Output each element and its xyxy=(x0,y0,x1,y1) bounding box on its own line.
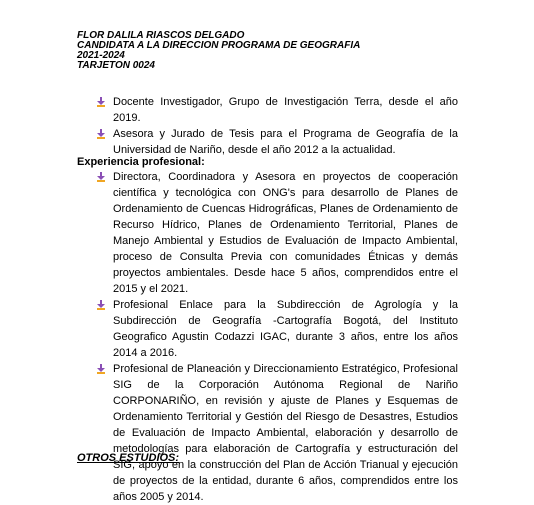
other-studies-heading: OTROS ESTUDIOS: xyxy=(77,452,180,464)
candidate-name: FLOR DALILA RIASCOS DELGADO xyxy=(77,30,245,41)
arrow-down-bullet-icon xyxy=(96,97,106,107)
list-item-text: Asesora y Jurado de Tesis para el Programa de Geografía de la Universidad de Nariño, desde el año 2012 a la actualidad. xyxy=(113,128,458,156)
candidate-header xyxy=(77,31,497,71)
list-item xyxy=(96,169,458,297)
arrow-down-bullet-icon xyxy=(96,172,106,182)
candidacy-period: 2021-2024 xyxy=(77,50,125,61)
list-item xyxy=(96,297,458,361)
list-item-text: Directora, Coordinadora y Asesora en proyectos de cooperación científica y tecnológica con ONG's para desarrollo de Planes de Ordenamiento de Cuencas Hidrográficas, Planes de Ordenamiento de Recurso Hídrico, Planes de Ordenamiento Territorial, Planes de Manejo Ambiental y Estudios de Evaluación de Impacto Ambiental, proceso de Consulta Previa con comunidades Étnicas y demás proyectos ambientales. Desde hace 5 años, comprendidos entre el 2015 y el 2021. xyxy=(113,171,458,295)
intro-list xyxy=(96,94,458,158)
list-item-text: Docente Investigador, Grupo de Investigación Terra, desde el año 2019. xyxy=(113,96,458,124)
ballot-number: TARJETON 0024 xyxy=(77,60,155,71)
experience-heading: Experiencia profesional: xyxy=(77,156,205,168)
arrow-down-bullet-icon xyxy=(96,364,106,374)
candidacy-title: CANDIDATA A LA DIRECCION PROGRAMA DE GEOGRAFIA xyxy=(77,40,361,51)
list-item-text: Profesional de Planeación y Direccionamiento Estratégico, Profesional SIG de la Corporación Autónoma Regional de Nariño CORPONARIÑO, en revisión y ajuste de Planes y Esquemas de Ordenamiento Territorial y Gestión del Riesgo de Desastres, Estudios de Evaluación de Impacto Ambiental, elaboración y desarrollo de metodologías para elaboración de Cartografía y estructuración del SIG, apoyo en la construcción del Plan de Acción Trianual y ejecución de proyectos de la entidad, durante 6 años, comprendidos entre los años 2005 y 2014. xyxy=(113,363,458,503)
arrow-down-bullet-icon xyxy=(96,129,106,139)
list-item xyxy=(96,361,458,505)
list-item xyxy=(96,126,458,158)
arrow-down-bullet-icon xyxy=(96,300,106,310)
list-item-text: Profesional Enlace para la Subdirección de Agrología y la Subdirección de Geografía -Cartografía Bogotá, del Instituto Geografico Agustin Codazzi IGAC, durante 3 años, entre los años 2014 a 2016. xyxy=(113,299,458,359)
list-item xyxy=(96,94,458,126)
